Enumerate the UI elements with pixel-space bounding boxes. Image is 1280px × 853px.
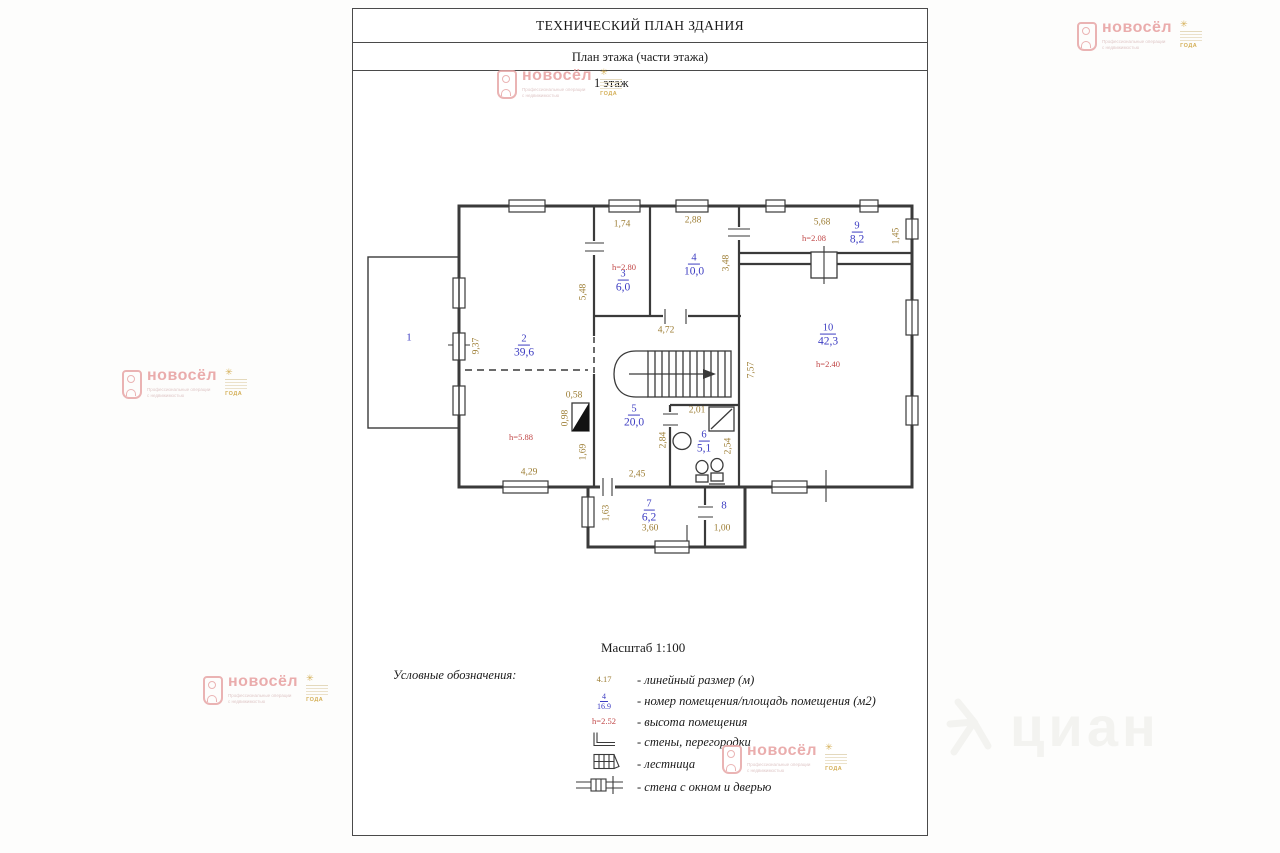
room-label: 7 6,2: [641, 498, 657, 524]
award-badge-icon: ✳ ГОДА: [306, 674, 328, 703]
legend-item-text: - стена с окном и дверью: [637, 780, 772, 794]
award-badge-icon: ✳ ГОДА: [825, 743, 847, 772]
toilet-symbol: [711, 459, 723, 472]
dimension-label: 9,37: [471, 337, 482, 355]
room-label: 5 20,0: [623, 403, 645, 429]
award-badge-icon: ✳ ГОДА: [1180, 20, 1202, 49]
dimension-label: 4,72: [657, 325, 675, 336]
dimension-label: 2,01: [688, 405, 706, 416]
floor-label: 1 этаж: [594, 76, 629, 90]
room-label: 9 8,2: [849, 220, 865, 246]
toilet-symbol: [696, 461, 708, 474]
novosel-watermark: новосёл Профессиональные операции с недвижимостью ✳ ГОДА: [497, 68, 622, 100]
dimension-label: 2,45: [628, 469, 646, 480]
dimension-label: 5,48: [578, 283, 589, 301]
dimension-label: 1,45: [891, 227, 902, 245]
room-label: 8: [721, 499, 727, 512]
room-label: 2 39,6: [513, 333, 535, 359]
document-title: ТЕХНИЧЕСКИЙ ПЛАН ЗДАНИЯ: [353, 9, 927, 43]
novosel-logo-icon: [203, 676, 223, 705]
sink-symbol: [673, 433, 691, 450]
novosel-watermark: новосёл Профессиональные операции с недвижимостью ✳ ГОДА: [122, 368, 247, 400]
room-label: 10 42,3: [817, 322, 839, 348]
dimension-label: 1,69: [578, 443, 589, 461]
legend-heading: Условные обозначения:: [393, 668, 517, 682]
novosel-logo-icon: [122, 370, 142, 399]
shaft-marker: [572, 403, 589, 431]
dimension-label: 2,88: [684, 215, 702, 226]
dimension-label: 2,84: [658, 431, 669, 449]
room-label: 4 10,0: [683, 252, 705, 278]
novosel-logo-icon: [722, 745, 742, 774]
award-badge-icon: ✳ ГОДА: [225, 368, 247, 397]
cian-figure-icon: [944, 696, 996, 758]
legend-item-text: - лестница: [637, 757, 696, 771]
dimension-label: 1,00: [713, 523, 731, 534]
novosel-watermark: новосёл Профессиональные операции с недвижимостью ✳ ГОДА: [203, 674, 328, 706]
dimension-label: 4,29: [520, 467, 538, 478]
height-label: h=2.80: [612, 261, 636, 272]
legend-item-text: - номер помещения/площадь помещения (м2): [637, 694, 876, 708]
room-label: 1: [406, 331, 412, 344]
dimension-label: 2,54: [723, 437, 734, 455]
legend-item-text: - стены, перегородки: [637, 735, 751, 749]
stair-direction-arrow: [703, 369, 716, 379]
height-label: h=2.08: [802, 232, 826, 243]
dimension-label: 7,57: [746, 361, 757, 379]
cian-watermark: циан: [944, 694, 1160, 759]
dimension-label: 5,68: [813, 217, 831, 228]
legend-room-sample: $\frac{4}{16.9}$: [597, 692, 611, 711]
room-label: 3 6,0: [615, 268, 631, 294]
legend-stairs-icon: [592, 752, 620, 773]
dimension-label: 1,63: [601, 504, 612, 522]
room-label: 6 5,1: [696, 429, 712, 455]
dimension-label: 0,58: [565, 390, 583, 401]
legend-item-text: - высота помещения: [637, 715, 748, 729]
novosel-watermark: новосёл Профессиональные операции с недвижимостью ✳ ГОДА: [722, 743, 847, 775]
legend-wall-icon: [591, 732, 617, 749]
door-ticks: [448, 229, 826, 551]
legend-height-sample: h=2.52: [592, 716, 616, 726]
height-label: h=2.40: [816, 358, 840, 369]
legend-item-text: - линейный размер (м): [637, 673, 755, 687]
dimension-label: 0,98: [560, 409, 571, 427]
novosel-logo-icon: [497, 70, 517, 99]
legend-window-door-icon: [575, 775, 625, 795]
dimension-label: 1,74: [613, 219, 631, 230]
dimension-label: 3,60: [641, 523, 659, 534]
legend-dimension-sample: 4.17: [596, 674, 612, 684]
height-label: h=5.88: [509, 431, 533, 442]
novosel-logo-icon: [1077, 22, 1097, 51]
document-subtitle: План этажа (части этажа): [353, 43, 927, 71]
scale-label: Масштаб 1:100: [601, 640, 686, 655]
novosel-watermark: новосёл Профессиональные операции с недвижимостью ✳ ГОДА: [1077, 20, 1202, 52]
dimension-label: 3,48: [721, 254, 732, 272]
award-badge-icon: ✳ ГОДА: [600, 68, 622, 97]
room9-door: [811, 246, 837, 284]
